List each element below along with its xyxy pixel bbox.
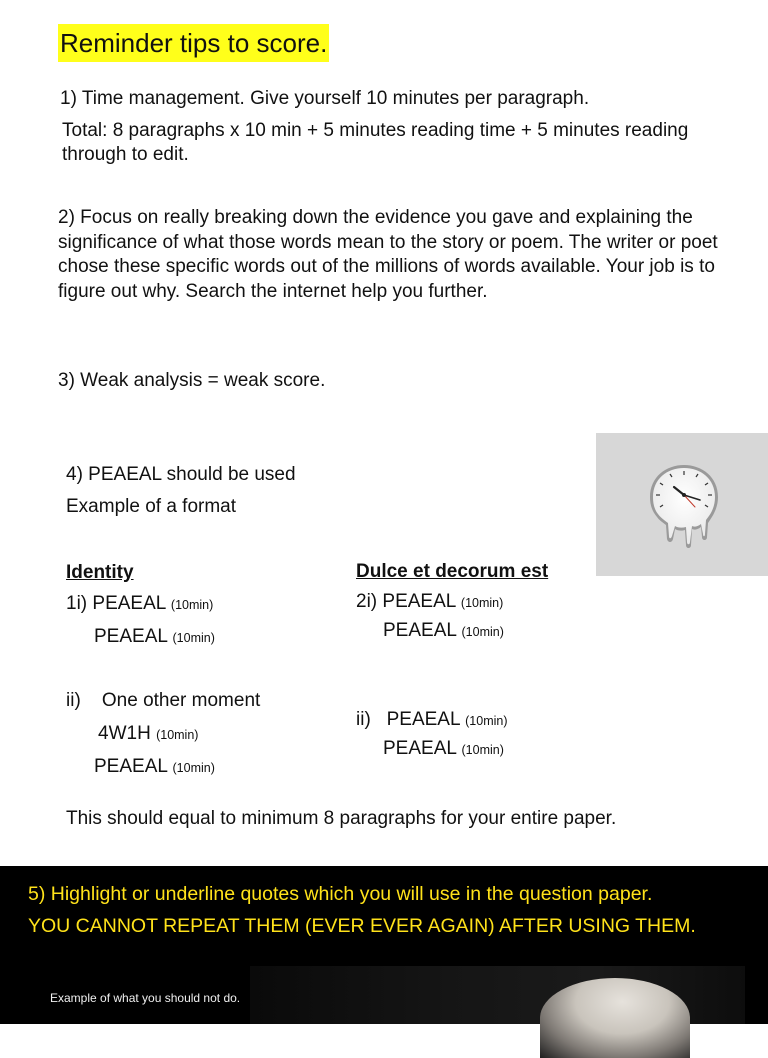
left-column-heading: Identity xyxy=(66,562,134,583)
tip-3: 3) Weak analysis = weak score. xyxy=(58,370,326,391)
example-caption: Example of what you should not do. xyxy=(50,991,241,1005)
left-row-2 xyxy=(94,625,215,650)
left-row-1 xyxy=(66,592,213,617)
row-time: (10min) xyxy=(172,761,215,775)
row-time: (10min) xyxy=(170,598,214,612)
right-row-1 xyxy=(356,590,503,615)
right-row-3 xyxy=(356,708,508,733)
tip-2: 2) Focus on really breaking down the evidence you gave and explaining the significance of what those words mean to the story or poem. The writer or poet chose these specific words out of the millions of words available. Your job is to figure out why. Search the internet help you further. xyxy=(58,207,718,302)
row-time: (10min) xyxy=(460,596,504,610)
summary-text: This should equal to minimum 8 paragraphs for your entire paper. xyxy=(66,808,617,829)
tip-1-line-1: 1) Time management. Give yourself 10 minutes per paragraph. xyxy=(60,88,590,109)
row-time: (10min) xyxy=(461,743,504,757)
tip-5-line-1: 5) Highlight or underline quotes which you will use in the question paper. xyxy=(28,883,653,905)
right-row-4 xyxy=(383,737,504,762)
row-text: 2i) PEAEAL xyxy=(356,591,461,612)
row-text: ii) One other moment xyxy=(66,690,261,711)
tip-4-line-2: Example of a format xyxy=(66,496,237,517)
right-row-2 xyxy=(383,619,504,644)
example-photo-subject xyxy=(540,978,690,1058)
row-text: PEAEAL xyxy=(94,756,173,777)
row-text: PEAEAL xyxy=(94,626,173,647)
row-time: (10min) xyxy=(172,631,215,645)
melting-clock-icon xyxy=(596,433,768,576)
row-text: ii) PEAEAL xyxy=(356,709,466,730)
page-title: Reminder tips to score. xyxy=(58,24,329,62)
right-column-heading: Dulce et decorum est xyxy=(356,561,549,582)
row-text: PEAEAL xyxy=(383,738,462,759)
row-text: 4W1H xyxy=(98,723,157,744)
left-row-4 xyxy=(98,722,198,747)
row-text: PEAEAL xyxy=(383,620,462,641)
clock-image xyxy=(596,433,768,576)
tip-5-line-2: YOU CANNOT REPEAT THEM (EVER EVER AGAIN) AFTER USING THEM. xyxy=(28,915,696,937)
row-time: (10min) xyxy=(156,728,199,742)
row-time: (10min) xyxy=(461,625,504,639)
left-row-3 xyxy=(66,689,260,713)
left-row-5 xyxy=(94,755,215,780)
tip-4-line-1: 4) PEAEAL should be used xyxy=(66,464,296,485)
tip-1-line-2: Total: 8 paragraphs x 10 min + 5 minutes reading time + 5 minutes reading through to edit. xyxy=(62,119,689,165)
row-time: (10min) xyxy=(465,714,508,728)
tip-1 xyxy=(58,87,718,168)
row-text: 1i) PEAEAL xyxy=(66,593,171,614)
